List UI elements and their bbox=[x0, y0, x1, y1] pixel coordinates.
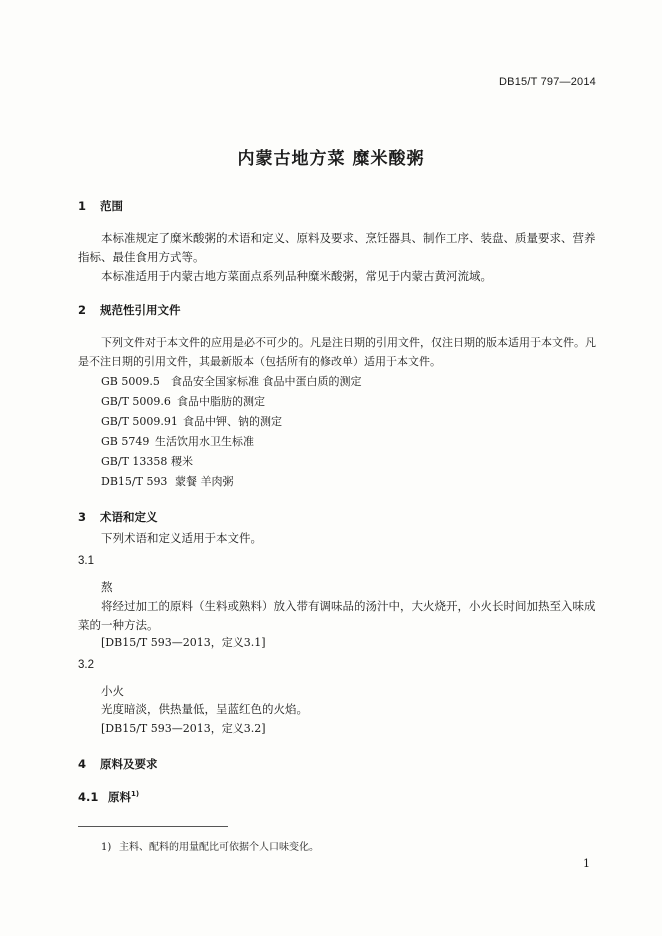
term-definition: 将经过加工的原料（生料或熟料）放入带有调味品的汤汁中，大火烧开，小火长时间加热至入味成菜的一种方法。 bbox=[78, 599, 596, 632]
page-number: 1 bbox=[583, 857, 590, 870]
section-number: 1 bbox=[78, 199, 87, 213]
footnote-separator bbox=[78, 826, 228, 827]
section-2-heading bbox=[78, 302, 181, 318]
term-name: 小火 bbox=[101, 684, 124, 698]
reference-code: GB/T 5009.6 bbox=[101, 395, 171, 408]
reference-code: GB 5009.5 bbox=[101, 375, 160, 388]
reference-code: GB/T 13358 bbox=[101, 455, 168, 468]
subsection-4-1-heading bbox=[78, 789, 139, 805]
terms-intro: 下列术语和定义适用于本文件。 bbox=[101, 531, 262, 545]
reference-title: 生活饮用水卫生标准 bbox=[155, 435, 254, 448]
section-3-heading bbox=[78, 509, 158, 525]
footnote-reference[interactable]: 1) bbox=[131, 790, 140, 799]
document-title: 内蒙古地方菜 糜米酸粥 bbox=[237, 149, 425, 169]
reference-item bbox=[101, 393, 265, 409]
term-number: 3.2 bbox=[78, 659, 94, 671]
references-intro: 下列文件对于本文件的应用是必不可少的。凡是注日期的引用文件，仅注日期的版本适用于本文件。凡是不注日期的引用文件，其最新版本（包括所有的修改单）适用于本文件。 bbox=[78, 336, 596, 368]
reference-code: GB/T 5009.91 bbox=[101, 415, 178, 428]
reference-item bbox=[101, 473, 234, 489]
term-name: 熬 bbox=[101, 580, 113, 594]
section-title: 规范性引用文件 bbox=[100, 303, 181, 317]
scope-paragraph-2: 本标准适用于内蒙古地方菜面点系列品种糜米酸粥，常见于内蒙古黄河流域。 bbox=[101, 269, 492, 283]
reference-title: 蒙餐 羊肉粥 bbox=[175, 475, 234, 488]
term-number: 3.1 bbox=[78, 555, 94, 567]
reference-title: 食品中脂肪的测定 bbox=[177, 395, 265, 408]
section-number: 2 bbox=[78, 303, 87, 317]
section-title: 术语和定义 bbox=[100, 510, 158, 524]
reference-item bbox=[101, 413, 282, 429]
reference-code: GB 5749 bbox=[101, 435, 150, 448]
section-number: 4 bbox=[78, 757, 87, 771]
reference-item bbox=[101, 433, 254, 449]
reference-title: 食品安全国家标准 食品中蛋白质的测定 bbox=[171, 375, 362, 388]
section-4-heading bbox=[78, 756, 158, 772]
section-number: 3 bbox=[78, 510, 87, 524]
term-source: [DB15/T 593—2013，定义3.2] bbox=[101, 722, 266, 735]
subsection-number: 4.1 bbox=[78, 790, 99, 804]
footnote-text: 主料、配料的用量配比可依据个人口味变化。 bbox=[119, 842, 319, 853]
reference-title: 食品中钾、钠的测定 bbox=[183, 415, 282, 428]
subsection-title: 原料 bbox=[108, 790, 131, 804]
scope-paragraph-1: 本标准规定了糜米酸粥的术语和定义、原料及要求、烹饪器具、制作工序、装盘、质量要求、营养指标、最佳食用方式等。 bbox=[78, 231, 596, 264]
term-definition: 光度暗淡，供热量低，呈蓝红色的火焰。 bbox=[101, 702, 308, 716]
footnote bbox=[101, 838, 319, 853]
reference-code: DB15/T 593 bbox=[101, 475, 168, 488]
section-title: 原料及要求 bbox=[100, 757, 158, 771]
reference-title: 稷米 bbox=[171, 455, 193, 468]
section-1-heading bbox=[78, 198, 123, 214]
reference-item bbox=[101, 453, 193, 469]
reference-item bbox=[101, 373, 362, 389]
document-code: DB15/T 797—2014 bbox=[499, 76, 596, 88]
term-source: [DB15/T 593—2013，定义3.1] bbox=[101, 636, 266, 649]
section-title: 范围 bbox=[100, 199, 123, 213]
footnote-mark: 1) bbox=[101, 842, 112, 853]
